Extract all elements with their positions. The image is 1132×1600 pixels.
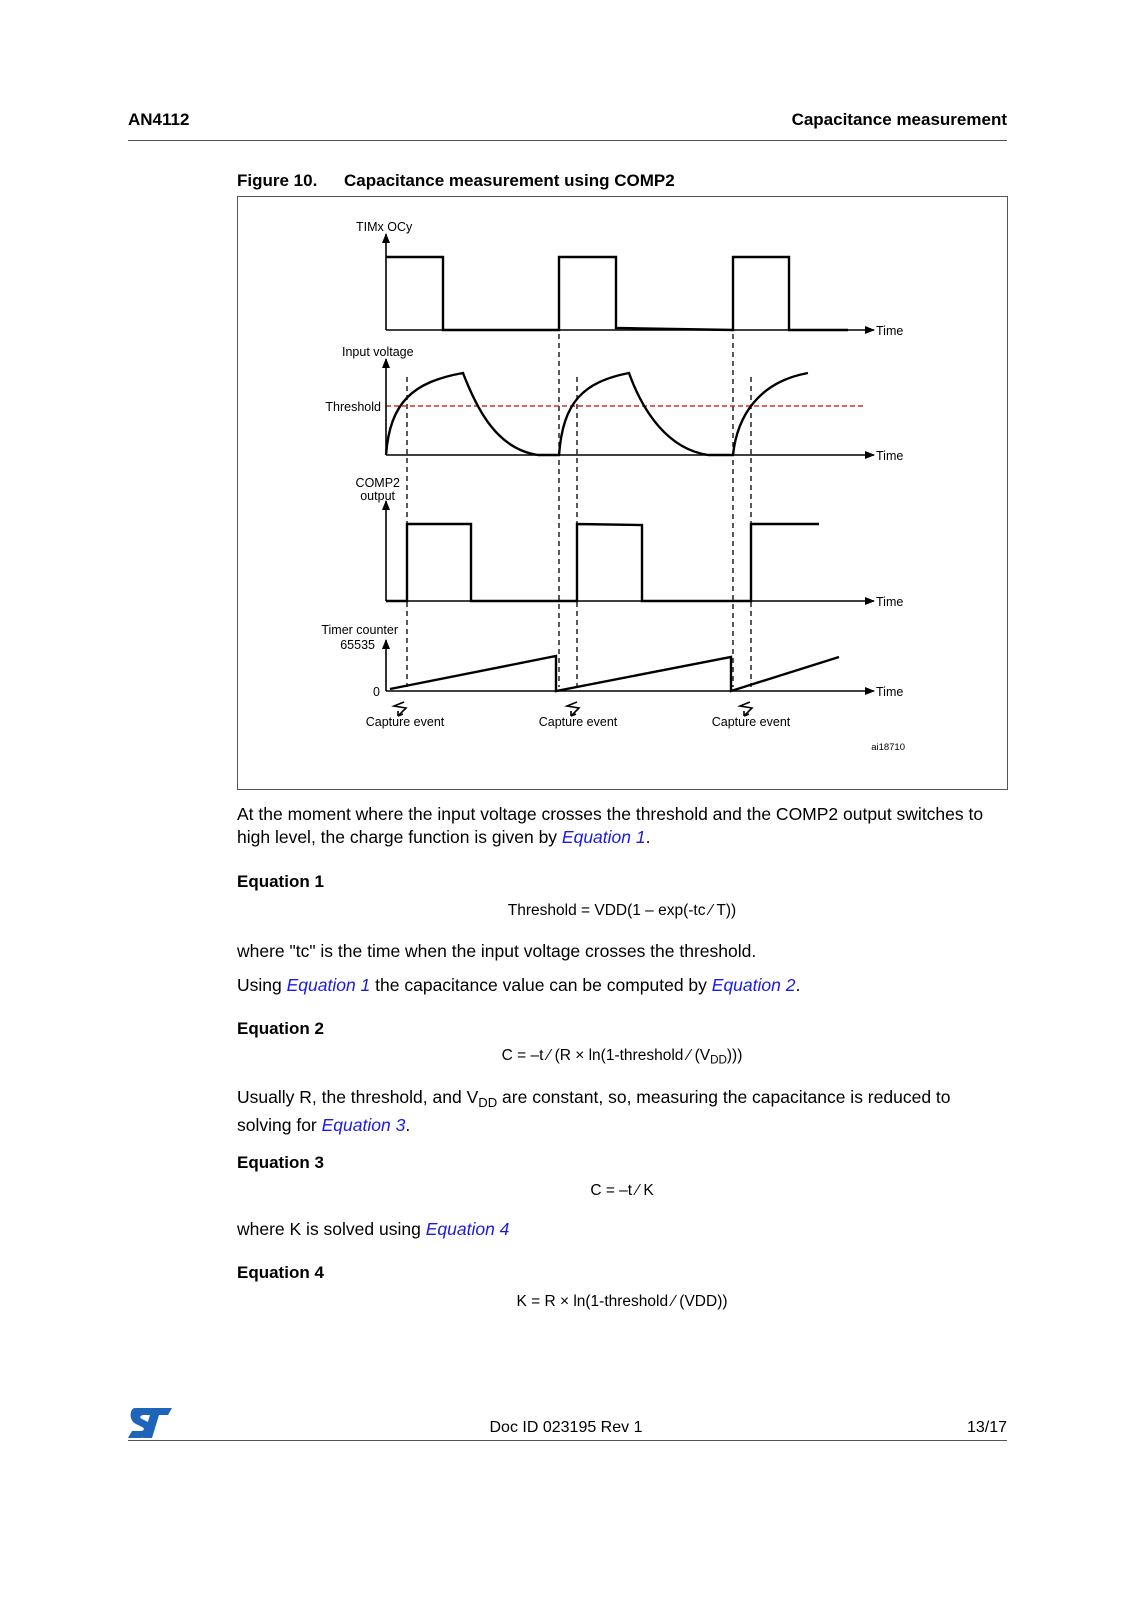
label-time-4: Time bbox=[876, 685, 904, 699]
capture-event-icons bbox=[394, 702, 752, 716]
label-comp2-line2: output bbox=[360, 489, 395, 503]
comp2-waveform bbox=[386, 524, 819, 601]
label-capture-event-1: Capture event bbox=[365, 715, 445, 729]
footer-rule bbox=[128, 1440, 1007, 1441]
figure-caption bbox=[237, 171, 675, 191]
header-doc-id: AN4112 bbox=[128, 110, 190, 129]
equation-3-formula: C = –t ⁄ K bbox=[590, 1182, 654, 1199]
event-lines bbox=[407, 334, 751, 687]
label-zero: 0 bbox=[373, 685, 380, 699]
label-input-voltage: Input voltage bbox=[342, 345, 414, 359]
footer-doc-ref: Doc ID 023195 Rev 1 bbox=[489, 1419, 643, 1436]
label-time-3: Time bbox=[876, 595, 904, 609]
equation-3-title: Equation 3 bbox=[237, 1153, 324, 1172]
link-equation-2[interactable]: Equation 2 bbox=[711, 975, 796, 995]
link-equation-3[interactable]: Equation 3 bbox=[321, 1114, 406, 1135]
equation-2-formula: C = –t ⁄ (R × ln(1-threshold ⁄ $(V_{DD})$)) bbox=[501, 1047, 743, 1067]
header-rule bbox=[128, 140, 1007, 141]
equation-1-title: Equation 1 bbox=[237, 872, 324, 891]
equation-2-title: Equation 2 bbox=[237, 1019, 324, 1038]
link-equation-4[interactable]: Equation 4 bbox=[425, 1219, 510, 1239]
label-comp2-line1: COMP2 bbox=[355, 476, 400, 490]
lightning-icon bbox=[567, 702, 579, 716]
input-voltage-waveform bbox=[386, 373, 808, 455]
timer-counter-waveform bbox=[390, 656, 839, 691]
label-time-1: Time bbox=[876, 324, 904, 338]
link-equation-1[interactable]: Equation 1 bbox=[286, 975, 371, 995]
footer-page-number: 13/17 bbox=[966, 1419, 1007, 1436]
lightning-icon bbox=[394, 702, 406, 716]
header-section-title: Capacitance measurement bbox=[791, 110, 1007, 129]
paragraph-tc-definition: where "tc" is the time when the input voltage crosses the threshold. bbox=[237, 941, 757, 961]
equation-4-formula: K = R × ln(1-threshold ⁄ (VDD)) bbox=[516, 1293, 728, 1310]
figure-box bbox=[237, 196, 1008, 790]
label-capture-event-2: Capture event bbox=[538, 715, 618, 729]
figure-number: Figure 10. bbox=[237, 171, 318, 190]
label-timer-counter-line2: 65535 bbox=[340, 638, 375, 652]
timing-diagram bbox=[238, 197, 1007, 789]
link-equation-1[interactable]: Equation 1 bbox=[561, 827, 646, 847]
equation-4-title: Equation 4 bbox=[237, 1263, 324, 1282]
label-time-2: Time bbox=[876, 449, 904, 463]
paragraph-using-equation: Using Equation 1 the capacitance value can be computed by Equation 2. bbox=[237, 975, 801, 995]
paragraph-constants: Usually R, the threshold, and $V_{DD}$ are constant, so, measuring the capacitance is reduced to solving for Equation 3. bbox=[237, 1087, 951, 1135]
timx-waveform bbox=[386, 257, 848, 330]
label-threshold: Threshold bbox=[325, 400, 381, 414]
label-capture-event-3: Capture event bbox=[711, 715, 791, 729]
axes bbox=[386, 234, 874, 691]
equation-1-formula: Threshold = VDD(1 – exp(-tc ⁄ T)) bbox=[507, 902, 737, 919]
paragraph-k-solved: where K is solved using Equation 4 bbox=[237, 1219, 510, 1239]
paragraph-charge-function: At the moment where the input voltage crosses the threshold and the COMP2 output switches to high level, the charge function is given by Equation 1. bbox=[237, 804, 984, 847]
label-timer-counter-line1: Timer counter bbox=[321, 623, 398, 637]
label-timx-ocy: TIMx OCy bbox=[356, 220, 413, 234]
figure-reference: ai18710 bbox=[871, 742, 905, 753]
figure-title: Capacitance measurement using COMP2 bbox=[344, 171, 675, 190]
lightning-icon bbox=[740, 702, 752, 716]
